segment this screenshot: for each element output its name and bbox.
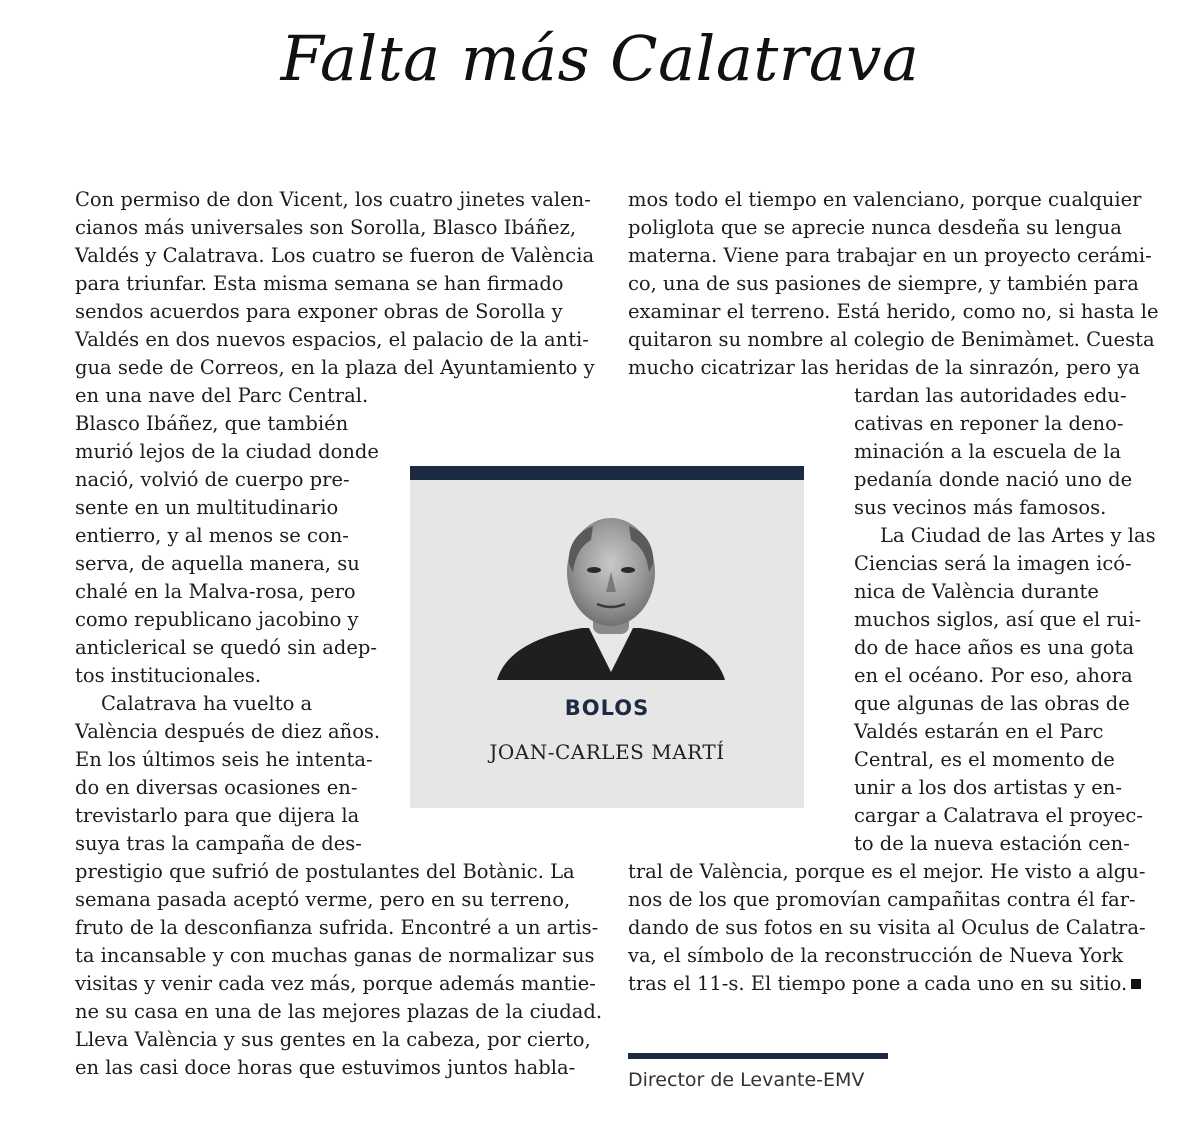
body-line: para triunfar. Esta misma semana se han firmado — [75, 272, 564, 295]
body-line: pedanía donde nació uno de — [854, 468, 1133, 491]
body-line: to de la nueva estación cen- — [854, 832, 1130, 855]
author-portrait — [497, 512, 725, 680]
body-line: Valdés y Calatrava. Los cuatro se fueron de València — [75, 244, 595, 267]
body-line: Ciencias será la imagen icó- — [854, 552, 1132, 575]
body-line: do en diversas ocasiones en- — [75, 776, 358, 799]
body-line: va, el símbolo de la reconstrucción de Nueva York — [628, 944, 1124, 967]
body-line: chalé en la Malva-rosa, pero — [75, 580, 356, 603]
body-line: como republicano jacobino y — [75, 608, 359, 631]
body-line: semana pasada aceptó verme, pero en su terreno, — [75, 888, 571, 911]
body-line: poliglota que se aprecie nunca desdeña su lengua — [628, 216, 1122, 239]
body-line: gua sede de Correos, en la plaza del Ayuntamiento y — [75, 356, 595, 379]
body-line: fruto de la desconfianza sufrida. Encontré a un artis- — [75, 916, 599, 939]
body-line: materna. Viene para trabajar en un proyecto cerámi- — [628, 244, 1152, 267]
body-line: cianos más universales son Sorolla, Blasco Ibáñez, — [75, 216, 577, 239]
body-line: sus vecinos más famosos. — [854, 496, 1107, 519]
section-label: BOLOS — [564, 696, 650, 720]
body-line: en el océano. Por eso, ahora — [854, 664, 1133, 687]
body-line: prestigio que sufrió de postulantes del Botànic. La — [75, 860, 575, 883]
body-line: tos institucionales. — [75, 664, 262, 687]
body-line: mucho cicatrizar las heridas de la sinrazón, pero ya — [628, 356, 1140, 379]
body-line: tardan las autoridades edu- — [854, 384, 1127, 407]
body-line: en una nave del Parc Central. — [75, 384, 369, 407]
author-name: JOAN-CARLES MARTÍ — [489, 740, 725, 764]
body-line: unir a los dos artistas y en- — [854, 776, 1122, 799]
body-line: mos todo el tiempo en valenciano, porque cualquier — [628, 188, 1142, 211]
body-line: nació, volvió de cuerpo pre- — [75, 468, 350, 491]
body-line: Calatrava ha vuelto a — [101, 692, 313, 715]
body-line-final — [628, 970, 1141, 998]
body-line: cargar a Calatrava el proyec- — [854, 804, 1143, 827]
body-line: Blasco Ibáñez, que también — [75, 412, 349, 435]
body-line: sendos acuerdos para exponer obras de Sorolla y — [75, 300, 563, 323]
body-line: nica de València durante — [854, 580, 1099, 603]
body-line: València después de diez años. — [75, 720, 381, 743]
body-line: serva, de aquella manera, su — [75, 552, 360, 575]
byline-rule — [628, 1053, 888, 1059]
body-line: entierro, y al menos se con- — [75, 524, 349, 547]
body-line: sente en un multitudinario — [75, 496, 339, 519]
body-line: tral de València, porque es el mejor. He visto a algu- — [628, 860, 1146, 883]
body-line: co, una de sus pasiones de siempre, y también para — [628, 272, 1139, 295]
body-line: en las casi doce horas que estuvimos juntos habla- — [75, 1056, 576, 1079]
author-box-top-bar — [410, 466, 804, 480]
body-line: ne su casa en una de las mejores plazas de la ciudad. — [75, 1000, 603, 1023]
body-line-text: tras el 11-s. El tiempo pone a cada uno en su sitio. — [628, 972, 1128, 995]
body-line: muchos siglos, así que el rui- — [854, 608, 1142, 631]
headline: Falta más Calatrava — [280, 22, 920, 95]
body-line: minación a la escuela de la — [854, 440, 1122, 463]
body-line: do de hace años es una gota — [854, 636, 1134, 659]
body-line: Central, es el momento de — [854, 748, 1115, 771]
author-role: Director de Levante-EMV — [628, 1069, 865, 1091]
body-line: nos de los que promovían campañitas contra él far- — [628, 888, 1136, 911]
body-line: Con permiso de don Vicent, los cuatro jinetes valen- — [75, 188, 591, 211]
body-line: que algunas de las obras de — [854, 692, 1130, 715]
body-line: murió lejos de la ciudad donde — [75, 440, 379, 463]
body-line: Valdés en dos nuevos espacios, el palacio de la anti- — [75, 328, 589, 351]
body-line: ta incansable y con muchas ganas de normalizar sus — [75, 944, 595, 967]
body-line: trevistarlo para que dijera la — [75, 804, 360, 827]
body-line: suya tras la campaña de des- — [75, 832, 362, 855]
body-line: cativas en reponer la deno- — [854, 412, 1124, 435]
body-line: quitaron su nombre al colegio de Benimàmet. Cuesta — [628, 328, 1155, 351]
body-line: examinar el terreno. Está herido, como no, si hasta le — [628, 300, 1159, 323]
body-line: Lleva València y sus gentes en la cabeza, por cierto, — [75, 1028, 591, 1051]
end-mark-icon — [1131, 979, 1141, 989]
body-line: En los últimos seis he intenta- — [75, 748, 373, 771]
body-line: La Ciudad de las Artes y las — [880, 524, 1156, 547]
body-line: dando de sus fotos en su visita al Oculus de Calatra- — [628, 916, 1146, 939]
body-line: anticlerical se quedó sin adep- — [75, 636, 377, 659]
body-line: Valdés estarán en el Parc — [854, 720, 1104, 743]
body-line: visitas y venir cada vez más, porque además mantie- — [75, 972, 596, 995]
